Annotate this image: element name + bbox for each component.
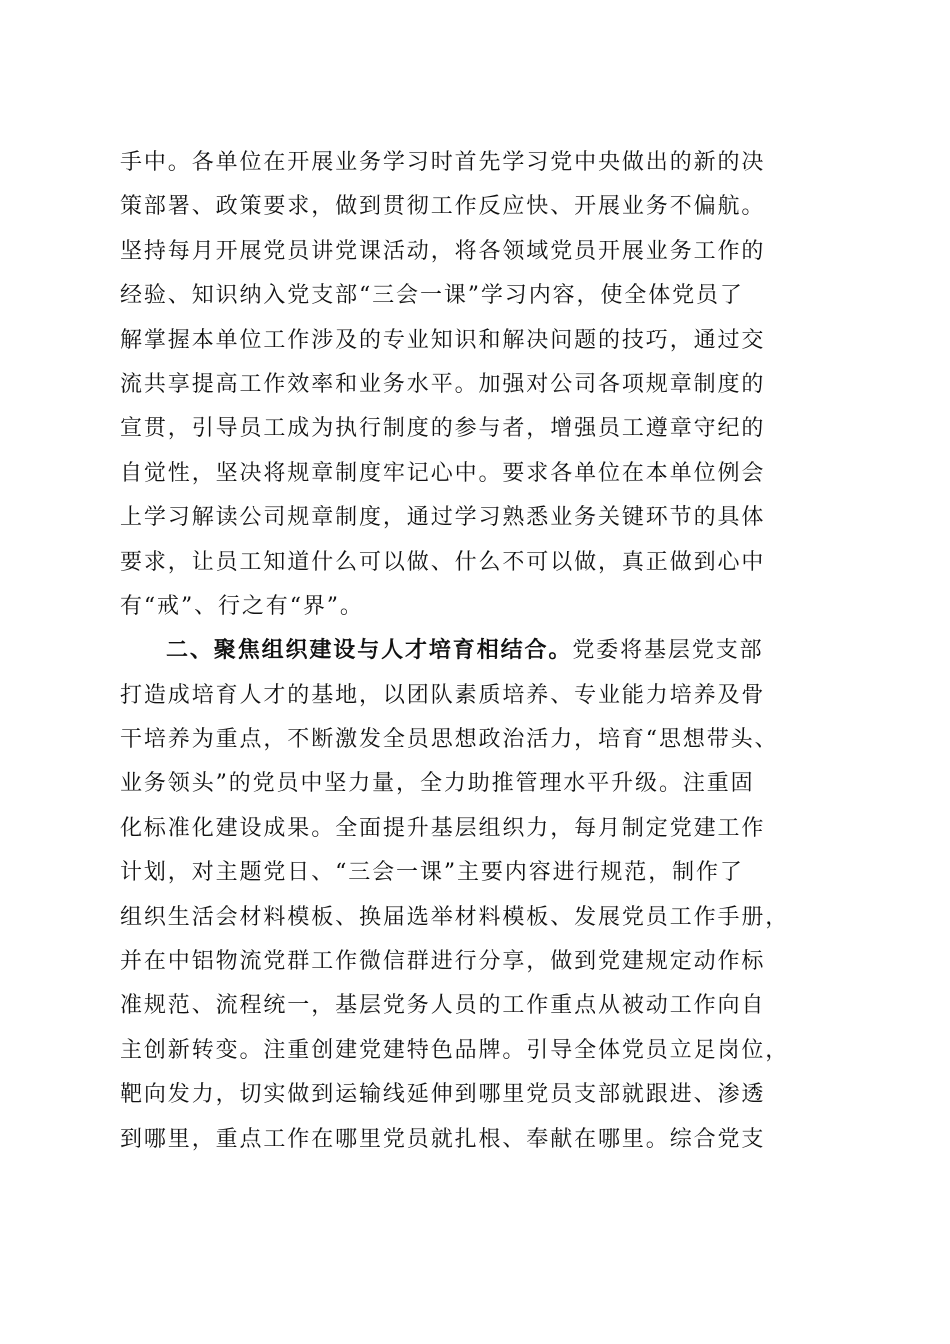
text-line: 主创新转变。注重创建党建特色品牌。引导全体党员立足岗位， [120,1037,790,1063]
text-line: 业务领头”的党员中坚力量，全力助推管理水平升级。注重固 [120,771,755,797]
text-line: 自觉性，坚决将规章制度牢记心中。要求各单位在本单位例会 [120,460,766,486]
paragraph-2-first-line [120,629,832,673]
text-run: 党委将基层党支部 [572,638,764,664]
text-line: 宣贯，引导员工成为执行制度的参与者，增强员工遵章守纪的 [120,416,766,442]
text-line: 坚持每月开展党员讲党课活动，将各领域党员开展业务工作的 [120,238,766,264]
text-line: 上学习解读公司规章制度，通过学习熟悉业务关键环节的具体 [120,505,766,531]
paragraph-2 [120,629,832,1162]
text-line: 并在中铝物流党群工作微信群进行分享，做到党建规定动作标 [120,949,766,975]
body-text [120,141,832,1162]
text-line: 靶向发力，切实做到运输线延伸到哪里党员支部就跟进、渗透 [120,1082,766,1108]
text-line: 要求，让员工知道什么可以做、什么不可以做，真正做到心中 [120,549,766,575]
text-line: 干培养为重点，不断激发全员思想政治活力，培育“思想带头、 [120,727,779,753]
text-line: 组织生活会材料模板、换届选举材料模板、发展党员工作手册， [120,904,790,930]
text-line: 有“戒”、行之有“界”。 [120,593,364,619]
section-heading: 二、聚焦组织建设与人才培育相结合。 [166,638,573,664]
paragraph-1 [120,141,832,629]
text-line: 计划，对主题党日、“三会一课”主要内容进行规范，制作了 [120,860,744,886]
text-line: 策部署、政策要求，做到贯彻工作反应快、开展业务不偏航。 [120,194,766,220]
text-line: 流共享提高工作效率和业务水平。加强对公司各项规章制度的 [120,371,766,397]
text-line: 解掌握本单位工作涉及的专业知识和解决问题的技巧，通过交 [120,327,766,353]
text-line: 经验、知识纳入党支部“三会一课”学习内容，使全体党员了 [120,283,744,309]
text-line: 打造成培育人才的基地，以团队素质培养、专业能力培养及骨 [120,682,766,708]
text-line: 到哪里，重点工作在哪里党员就扎根、奉献在哪里。综合党支 [120,1126,766,1152]
text-line: 手中。各单位在开展业务学习时首先学习党中央做出的新的决 [120,150,766,175]
text-line: 化标准化建设成果。全面提升基层组织力，每月制定党建工作 [120,815,766,841]
text-line: 准规范、流程统一，基层党务人员的工作重点从被动工作向自 [120,993,766,1019]
